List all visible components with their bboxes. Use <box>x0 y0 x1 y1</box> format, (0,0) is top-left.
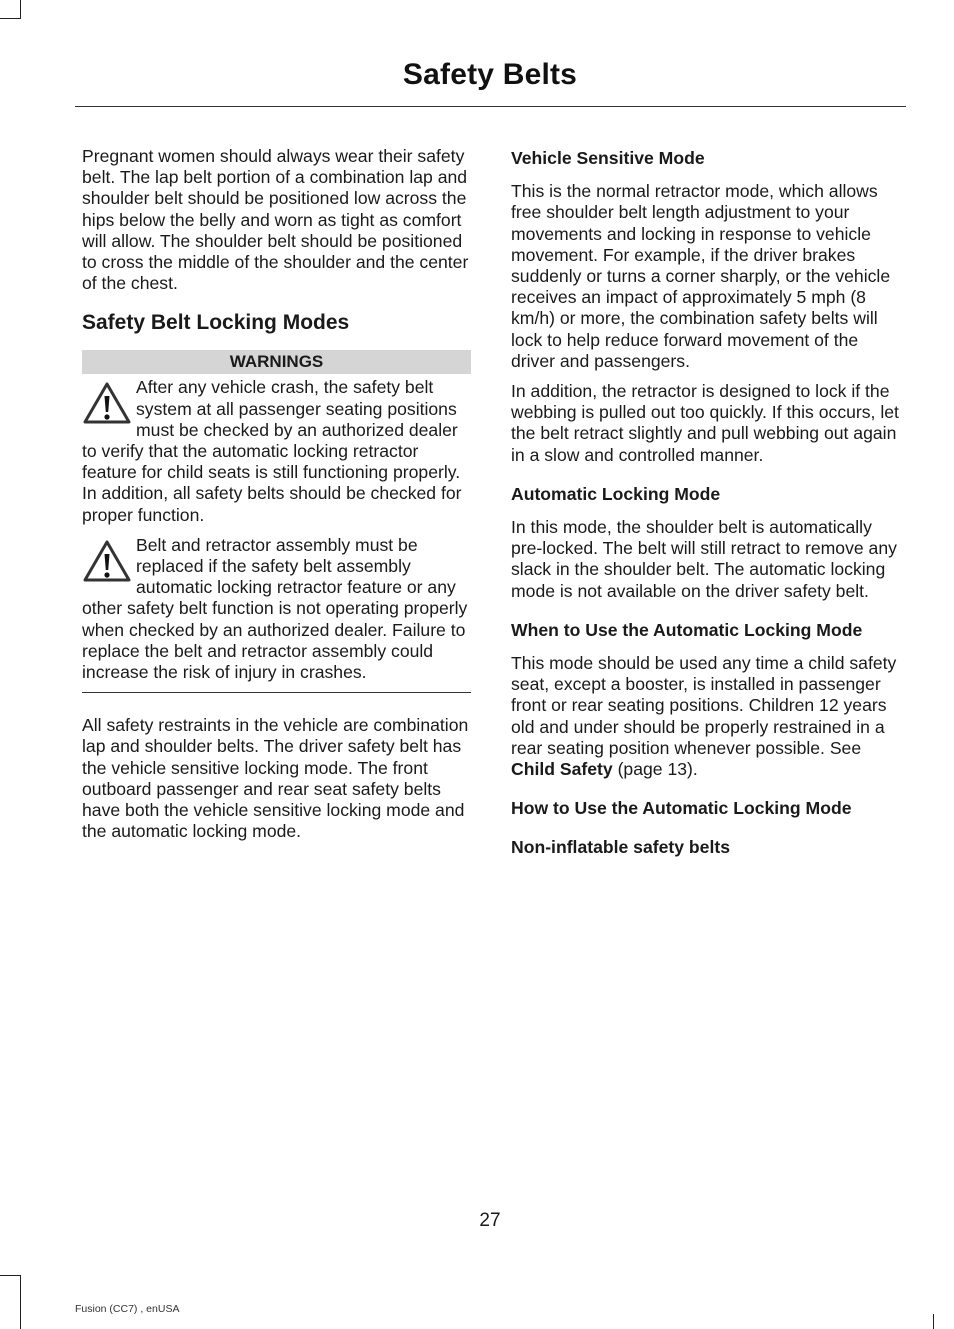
when-to-use-heading: When to Use the Automatic Locking Mode <box>511 619 863 640</box>
page-reference: (page 13). <box>617 759 698 780</box>
child-safety-link[interactable]: Child Safety <box>511 759 613 780</box>
warning-item <box>82 377 471 525</box>
page-title: Safety Belts <box>402 58 578 91</box>
vehicle-sensitive-mode-heading: Vehicle Sensitive Mode <box>511 148 705 168</box>
warning-item <box>82 535 471 683</box>
warnings-bar: WARNINGS <box>82 350 471 374</box>
warnings-end-divider <box>82 692 471 693</box>
automatic-locking-mode-paragraph: In this mode, the shoulder belt is automatically pre-locked. The belt will still retract to remove any slack in the shoulder belt. The automatic locking mode is not available on the driver safety belt. <box>511 517 897 601</box>
locking-modes-heading: Safety Belt Locking Modes <box>82 311 350 335</box>
non-inflatable-belts-heading: Non-inflatable safety belts <box>511 837 730 858</box>
crop-mark-bottom-right <box>933 1314 934 1329</box>
warning-triangle-icon <box>82 381 132 425</box>
crop-mark-bottom-left <box>20 1275 21 1329</box>
page-number: 27 <box>479 1210 501 1231</box>
document-id: Fusion (CC7) , enUSA <box>75 1303 180 1315</box>
how-to-use-heading: How to Use the Automatic Locking Mode <box>511 798 852 819</box>
when-to-use-text: This mode should be used any time a child safety seat, except a booster, is installed in passenger front or rear seating positions. Children 12 years old and under should be properly restrained in a rear seating position whenever possible. See <box>511 653 897 758</box>
warning-triangle-icon <box>82 539 132 583</box>
warning-text: Belt and retractor assembly must be replaced if the safety belt assembly automatic locking retractor feature or any other safety belt function is not operating properly when checked by an authorized dealer. Failure to replace the belt and retractor assembly could increase the risk of injury in crashes. <box>82 534 468 683</box>
title-divider <box>75 106 906 107</box>
warning-text: After any vehicle crash, the safety belt system at all passenger seating positions must be checked by an authorized dealer to verify that the automatic locking retractor feature for child seats is still functioning properly. In addition, all safety belts should be checked for proper function. <box>82 377 462 525</box>
vehicle-sensitive-mode-paragraph: This is the normal retractor mode, which allows free shoulder belt length adjustment to your movements and locking in response to vehicle movement. For example, if the driver brakes suddenly or turns a corner sharply, or the vehicle receives an impact of approximately 5 mph (8 km/h) or more, the combination safety belts will lock to help reduce forward movement of the driver and passengers. <box>511 181 891 371</box>
crop-mark-bottom-left <box>0 1275 21 1276</box>
automatic-locking-mode-heading: Automatic Locking Mode <box>511 483 721 504</box>
pregnancy-paragraph: Pregnant women should always wear their safety belt. The lap belt portion of a combination lap and shoulder belt should be positioned low across the hips below the belly and worn as tight as comfort will allow. The shoulder belt should be positioned to cross the middle of the shoulder and the center of the chest. <box>82 146 469 294</box>
retractor-lock-paragraph: In addition, the retractor is designed to lock if the webbing is pulled out too quickly. If this occurs, let the belt retract slightly and pull webbing out again in a slow and controlled manner. <box>511 381 899 465</box>
when-to-use-paragraph <box>511 653 902 780</box>
crop-mark-top-left <box>0 18 21 19</box>
crop-mark-top-left <box>20 0 21 18</box>
restraints-paragraph: All safety restraints in the vehicle are combination lap and shoulder belts. The driver safety belt has the vehicle sensitive locking mode. The front outboard passenger and rear seat safety belts have both the vehicle sensitive locking mode and the automatic locking mode. <box>82 715 469 842</box>
left-column <box>82 146 471 851</box>
right-column <box>511 146 902 871</box>
